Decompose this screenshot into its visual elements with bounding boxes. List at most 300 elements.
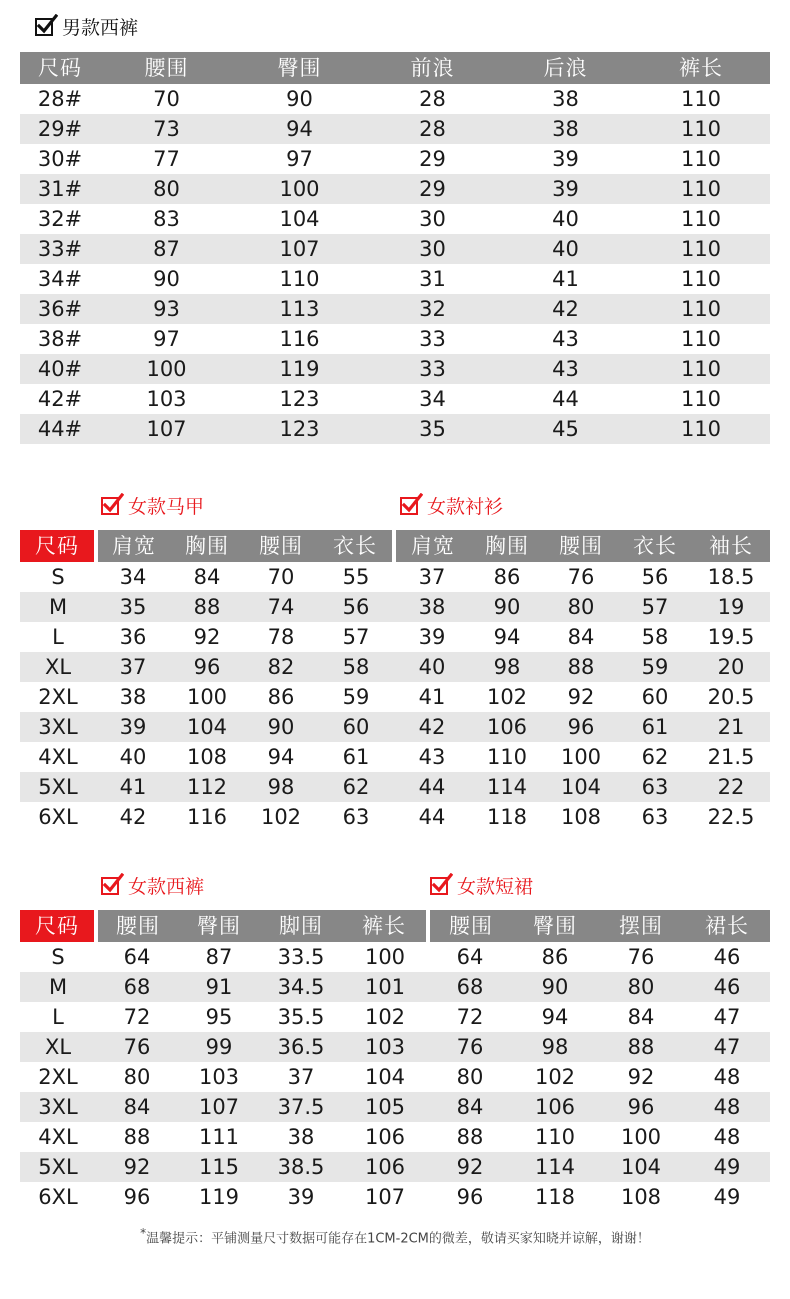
value-cell: 88 xyxy=(96,1122,178,1152)
size-cell: 5XL xyxy=(20,772,96,802)
size-cell: 34# xyxy=(20,264,100,294)
value-cell: 59 xyxy=(318,682,394,712)
table-row xyxy=(20,1032,770,1062)
value-cell: 99 xyxy=(178,1032,260,1062)
value-cell: 78 xyxy=(244,622,318,652)
value-cell: 84 xyxy=(96,1092,178,1122)
table-row xyxy=(20,802,770,832)
value-cell: 62 xyxy=(618,742,692,772)
table-row xyxy=(20,592,770,622)
value-cell: 61 xyxy=(318,742,394,772)
value-cell: 98 xyxy=(512,1032,598,1062)
header-cell: 腰围 xyxy=(428,910,512,942)
value-cell: 119 xyxy=(178,1182,260,1212)
table-row xyxy=(20,234,770,264)
table-row xyxy=(20,204,770,234)
size-cell: S xyxy=(20,562,96,592)
value-cell: 119 xyxy=(233,354,366,384)
size-cell: 40# xyxy=(20,354,100,384)
value-cell: 102 xyxy=(512,1062,598,1092)
table-row xyxy=(20,1062,770,1092)
value-cell: 70 xyxy=(100,84,233,114)
table-row xyxy=(20,264,770,294)
value-cell: 22.5 xyxy=(692,802,770,832)
size-cell: 33# xyxy=(20,234,100,264)
value-cell: 104 xyxy=(342,1062,428,1092)
value-cell: 93 xyxy=(100,294,233,324)
value-cell: 80 xyxy=(428,1062,512,1092)
value-cell: 38.5 xyxy=(260,1152,342,1182)
women-vest-title-label: 女款马甲 xyxy=(128,495,205,518)
value-cell: 108 xyxy=(598,1182,684,1212)
value-cell: 43 xyxy=(499,354,632,384)
value-cell: 42 xyxy=(499,294,632,324)
value-cell: 48 xyxy=(684,1122,770,1152)
value-cell: 58 xyxy=(318,652,394,682)
size-cell: M xyxy=(20,592,96,622)
value-cell: 103 xyxy=(178,1062,260,1092)
women-vest-shirt-size-table xyxy=(20,530,770,832)
header-cell: 臀围 xyxy=(512,910,598,942)
table-row xyxy=(20,354,770,384)
value-cell: 28 xyxy=(366,114,499,144)
value-cell: 94 xyxy=(233,114,366,144)
size-cell: 6XL xyxy=(20,1182,96,1212)
table-row xyxy=(20,84,770,114)
value-cell: 80 xyxy=(544,592,618,622)
header-cell: 尺码 xyxy=(20,52,100,84)
value-cell: 90 xyxy=(244,712,318,742)
value-cell: 49 xyxy=(684,1182,770,1212)
size-cell: 31# xyxy=(20,174,100,204)
value-cell: 110 xyxy=(632,144,770,174)
value-cell: 107 xyxy=(233,234,366,264)
size-cell: 38# xyxy=(20,324,100,354)
value-cell: 76 xyxy=(96,1032,178,1062)
value-cell: 102 xyxy=(244,802,318,832)
value-cell: 110 xyxy=(632,204,770,234)
value-cell: 96 xyxy=(170,652,244,682)
header-cell: 衣长 xyxy=(618,530,692,562)
table-row xyxy=(20,1152,770,1182)
value-cell: 40 xyxy=(499,234,632,264)
value-cell: 68 xyxy=(428,972,512,1002)
women-pants-title-label: 女款西裤 xyxy=(128,875,205,898)
checkbox-check-icon xyxy=(100,493,124,517)
size-cell: 36# xyxy=(20,294,100,324)
size-cell: 4XL xyxy=(20,742,96,772)
value-cell: 96 xyxy=(544,712,618,742)
size-cell: S xyxy=(20,942,96,972)
size-cell: 3XL xyxy=(20,1092,96,1122)
value-cell: 102 xyxy=(342,1002,428,1032)
header-cell: 衣长 xyxy=(318,530,394,562)
value-cell: 84 xyxy=(170,562,244,592)
header-cell: 肩宽 xyxy=(96,530,170,562)
value-cell: 88 xyxy=(170,592,244,622)
value-cell: 90 xyxy=(233,84,366,114)
value-cell: 84 xyxy=(428,1092,512,1122)
value-cell: 44 xyxy=(499,384,632,414)
value-cell: 43 xyxy=(499,324,632,354)
value-cell: 60 xyxy=(318,712,394,742)
table-row xyxy=(20,1122,770,1152)
value-cell: 35 xyxy=(96,592,170,622)
value-cell: 110 xyxy=(632,414,770,444)
value-cell: 62 xyxy=(318,772,394,802)
value-cell: 110 xyxy=(632,174,770,204)
size-cell: XL xyxy=(20,652,96,682)
value-cell: 39 xyxy=(499,144,632,174)
size-cell: 32# xyxy=(20,204,100,234)
header-cell: 裤长 xyxy=(632,52,770,84)
value-cell: 21.5 xyxy=(692,742,770,772)
header-cell: 脚围 xyxy=(260,910,342,942)
value-cell: 95 xyxy=(178,1002,260,1032)
value-cell: 39 xyxy=(260,1182,342,1212)
value-cell: 91 xyxy=(178,972,260,1002)
table-row xyxy=(20,1002,770,1032)
value-cell: 37 xyxy=(96,652,170,682)
size-cell: 28# xyxy=(20,84,100,114)
value-cell: 64 xyxy=(96,942,178,972)
size-cell: 2XL xyxy=(20,1062,96,1092)
value-cell: 110 xyxy=(632,354,770,384)
value-cell: 90 xyxy=(470,592,544,622)
women-skirt-title xyxy=(429,872,533,898)
value-cell: 86 xyxy=(512,942,598,972)
header-cell: 裙长 xyxy=(684,910,770,942)
value-cell: 112 xyxy=(170,772,244,802)
women-shirt-title xyxy=(399,492,503,518)
value-cell: 92 xyxy=(544,682,618,712)
table-row xyxy=(20,942,770,972)
size-cell: 42# xyxy=(20,384,100,414)
value-cell: 110 xyxy=(632,324,770,354)
value-cell: 40 xyxy=(96,742,170,772)
footnote-mark: * xyxy=(140,1226,147,1240)
table-row xyxy=(20,174,770,204)
value-cell: 107 xyxy=(178,1092,260,1122)
value-cell: 72 xyxy=(96,1002,178,1032)
header-cell: 前浪 xyxy=(366,52,499,84)
header-cell: 腰围 xyxy=(96,910,178,942)
footnote-text: 温馨提示：平铺测量尺寸数据可能存在1CM-2CM的微差，敬请买家知晓并谅解，谢谢！ xyxy=(146,1231,650,1247)
value-cell: 63 xyxy=(318,802,394,832)
table-row xyxy=(20,772,770,802)
value-cell: 84 xyxy=(544,622,618,652)
value-cell: 110 xyxy=(632,114,770,144)
value-cell: 123 xyxy=(233,414,366,444)
value-cell: 100 xyxy=(233,174,366,204)
value-cell: 111 xyxy=(178,1122,260,1152)
size-cell: L xyxy=(20,1002,96,1032)
header-cell: 后浪 xyxy=(499,52,632,84)
size-cell: 30# xyxy=(20,144,100,174)
checkbox-check-icon xyxy=(399,493,423,517)
value-cell: 18.5 xyxy=(692,562,770,592)
value-cell: 19 xyxy=(692,592,770,622)
header-cell: 臀围 xyxy=(233,52,366,84)
value-cell: 97 xyxy=(233,144,366,174)
value-cell: 104 xyxy=(544,772,618,802)
value-cell: 113 xyxy=(233,294,366,324)
header-cell: 摆围 xyxy=(598,910,684,942)
table-header-row xyxy=(20,52,770,84)
table-row xyxy=(20,1182,770,1212)
value-cell: 38 xyxy=(260,1122,342,1152)
table-row xyxy=(20,622,770,652)
value-cell: 110 xyxy=(233,264,366,294)
value-cell: 35 xyxy=(366,414,499,444)
header-cell: 腰围 xyxy=(544,530,618,562)
value-cell: 48 xyxy=(684,1062,770,1092)
value-cell: 76 xyxy=(544,562,618,592)
value-cell: 61 xyxy=(618,712,692,742)
value-cell: 114 xyxy=(512,1152,598,1182)
value-cell: 49 xyxy=(684,1152,770,1182)
header-cell: 尺码 xyxy=(20,530,96,562)
value-cell: 63 xyxy=(618,772,692,802)
value-cell: 110 xyxy=(632,234,770,264)
value-cell: 57 xyxy=(318,622,394,652)
value-cell: 64 xyxy=(428,942,512,972)
header-cell: 腰围 xyxy=(244,530,318,562)
value-cell: 92 xyxy=(170,622,244,652)
table-row xyxy=(20,742,770,772)
value-cell: 90 xyxy=(512,972,598,1002)
header-cell: 肩宽 xyxy=(394,530,470,562)
value-cell: 105 xyxy=(342,1092,428,1122)
value-cell: 110 xyxy=(512,1122,598,1152)
value-cell: 108 xyxy=(170,742,244,772)
value-cell: 104 xyxy=(598,1152,684,1182)
value-cell: 118 xyxy=(512,1182,598,1212)
value-cell: 58 xyxy=(618,622,692,652)
women-skirt-title-label: 女款短裙 xyxy=(457,875,534,898)
value-cell: 46 xyxy=(684,972,770,1002)
value-cell: 30 xyxy=(366,204,499,234)
value-cell: 21 xyxy=(692,712,770,742)
size-cell: 4XL xyxy=(20,1122,96,1152)
value-cell: 20 xyxy=(692,652,770,682)
value-cell: 103 xyxy=(100,384,233,414)
value-cell: 34 xyxy=(366,384,499,414)
size-cell: M xyxy=(20,972,96,1002)
value-cell: 59 xyxy=(618,652,692,682)
value-cell: 110 xyxy=(632,84,770,114)
value-cell: 36 xyxy=(96,622,170,652)
value-cell: 110 xyxy=(470,742,544,772)
women-vest-title xyxy=(100,492,204,518)
table-row xyxy=(20,414,770,444)
value-cell: 123 xyxy=(233,384,366,414)
value-cell: 20.5 xyxy=(692,682,770,712)
men-pants-title-label: 男款西裤 xyxy=(62,16,139,39)
value-cell: 73 xyxy=(100,114,233,144)
value-cell: 86 xyxy=(470,562,544,592)
value-cell: 38 xyxy=(96,682,170,712)
value-cell: 36.5 xyxy=(260,1032,342,1062)
value-cell: 76 xyxy=(598,942,684,972)
women-pants-skirt-size-table xyxy=(20,910,770,1212)
value-cell: 83 xyxy=(100,204,233,234)
value-cell: 116 xyxy=(233,324,366,354)
value-cell: 41 xyxy=(394,682,470,712)
value-cell: 37.5 xyxy=(260,1092,342,1122)
value-cell: 84 xyxy=(598,1002,684,1032)
header-cell: 胸围 xyxy=(170,530,244,562)
value-cell: 94 xyxy=(512,1002,598,1032)
table-row xyxy=(20,294,770,324)
value-cell: 29 xyxy=(366,174,499,204)
value-cell: 88 xyxy=(428,1122,512,1152)
table-header-row xyxy=(20,530,770,562)
value-cell: 114 xyxy=(470,772,544,802)
men-pants-size-table xyxy=(20,52,770,444)
value-cell: 110 xyxy=(632,294,770,324)
value-cell: 57 xyxy=(618,592,692,622)
value-cell: 32 xyxy=(366,294,499,324)
value-cell: 40 xyxy=(394,652,470,682)
value-cell: 100 xyxy=(342,942,428,972)
value-cell: 42 xyxy=(394,712,470,742)
value-cell: 90 xyxy=(100,264,233,294)
footnote xyxy=(0,1226,790,1246)
value-cell: 106 xyxy=(470,712,544,742)
value-cell: 100 xyxy=(170,682,244,712)
value-cell: 108 xyxy=(544,802,618,832)
table-row xyxy=(20,114,770,144)
table-row xyxy=(20,682,770,712)
size-cell: 29# xyxy=(20,114,100,144)
value-cell: 38 xyxy=(394,592,470,622)
value-cell: 35.5 xyxy=(260,1002,342,1032)
value-cell: 34.5 xyxy=(260,972,342,1002)
value-cell: 44 xyxy=(394,772,470,802)
value-cell: 34 xyxy=(96,562,170,592)
value-cell: 92 xyxy=(428,1152,512,1182)
value-cell: 80 xyxy=(96,1062,178,1092)
value-cell: 80 xyxy=(598,972,684,1002)
value-cell: 72 xyxy=(428,1002,512,1032)
value-cell: 39 xyxy=(499,174,632,204)
value-cell: 87 xyxy=(100,234,233,264)
header-cell: 胸围 xyxy=(470,530,544,562)
value-cell: 92 xyxy=(598,1062,684,1092)
value-cell: 100 xyxy=(598,1122,684,1152)
value-cell: 31 xyxy=(366,264,499,294)
size-cell: 3XL xyxy=(20,712,96,742)
table-row xyxy=(20,652,770,682)
value-cell: 100 xyxy=(100,354,233,384)
header-cell: 腰围 xyxy=(100,52,233,84)
value-cell: 97 xyxy=(100,324,233,354)
value-cell: 110 xyxy=(632,384,770,414)
value-cell: 87 xyxy=(178,942,260,972)
value-cell: 106 xyxy=(342,1152,428,1182)
value-cell: 39 xyxy=(96,712,170,742)
value-cell: 63 xyxy=(618,802,692,832)
value-cell: 94 xyxy=(470,622,544,652)
value-cell: 98 xyxy=(244,772,318,802)
value-cell: 100 xyxy=(544,742,618,772)
value-cell: 19.5 xyxy=(692,622,770,652)
value-cell: 55 xyxy=(318,562,394,592)
value-cell: 47 xyxy=(684,1032,770,1062)
men-pants-title xyxy=(34,13,138,39)
value-cell: 44 xyxy=(394,802,470,832)
value-cell: 33.5 xyxy=(260,942,342,972)
table-row xyxy=(20,384,770,414)
value-cell: 104 xyxy=(170,712,244,742)
value-cell: 45 xyxy=(499,414,632,444)
size-cell: 44# xyxy=(20,414,100,444)
value-cell: 33 xyxy=(366,354,499,384)
value-cell: 116 xyxy=(170,802,244,832)
value-cell: 104 xyxy=(233,204,366,234)
value-cell: 41 xyxy=(499,264,632,294)
value-cell: 22 xyxy=(692,772,770,802)
header-cell: 尺码 xyxy=(20,910,96,942)
header-cell: 袖长 xyxy=(692,530,770,562)
value-cell: 33 xyxy=(366,324,499,354)
table-row xyxy=(20,972,770,1002)
value-cell: 41 xyxy=(96,772,170,802)
size-cell: L xyxy=(20,622,96,652)
value-cell: 82 xyxy=(244,652,318,682)
value-cell: 98 xyxy=(470,652,544,682)
value-cell: 38 xyxy=(499,114,632,144)
table-row xyxy=(20,144,770,174)
checkbox-check-icon xyxy=(34,14,58,38)
header-cell: 臀围 xyxy=(178,910,260,942)
table-row xyxy=(20,712,770,742)
size-cell: 2XL xyxy=(20,682,96,712)
value-cell: 77 xyxy=(100,144,233,174)
value-cell: 29 xyxy=(366,144,499,174)
value-cell: 48 xyxy=(684,1092,770,1122)
value-cell: 92 xyxy=(96,1152,178,1182)
checkbox-check-icon xyxy=(100,873,124,897)
value-cell: 96 xyxy=(598,1092,684,1122)
women-pants-title xyxy=(100,872,204,898)
value-cell: 88 xyxy=(544,652,618,682)
value-cell: 107 xyxy=(342,1182,428,1212)
value-cell: 40 xyxy=(499,204,632,234)
value-cell: 110 xyxy=(632,264,770,294)
size-cell: 5XL xyxy=(20,1152,96,1182)
value-cell: 118 xyxy=(470,802,544,832)
checkbox-check-icon xyxy=(429,873,453,897)
value-cell: 56 xyxy=(618,562,692,592)
value-cell: 37 xyxy=(260,1062,342,1092)
value-cell: 37 xyxy=(394,562,470,592)
table-row xyxy=(20,324,770,354)
value-cell: 76 xyxy=(428,1032,512,1062)
value-cell: 74 xyxy=(244,592,318,622)
value-cell: 115 xyxy=(178,1152,260,1182)
value-cell: 46 xyxy=(684,942,770,972)
value-cell: 68 xyxy=(96,972,178,1002)
value-cell: 102 xyxy=(470,682,544,712)
value-cell: 94 xyxy=(244,742,318,772)
value-cell: 103 xyxy=(342,1032,428,1062)
value-cell: 70 xyxy=(244,562,318,592)
size-cell: 6XL xyxy=(20,802,96,832)
value-cell: 38 xyxy=(499,84,632,114)
value-cell: 47 xyxy=(684,1002,770,1032)
